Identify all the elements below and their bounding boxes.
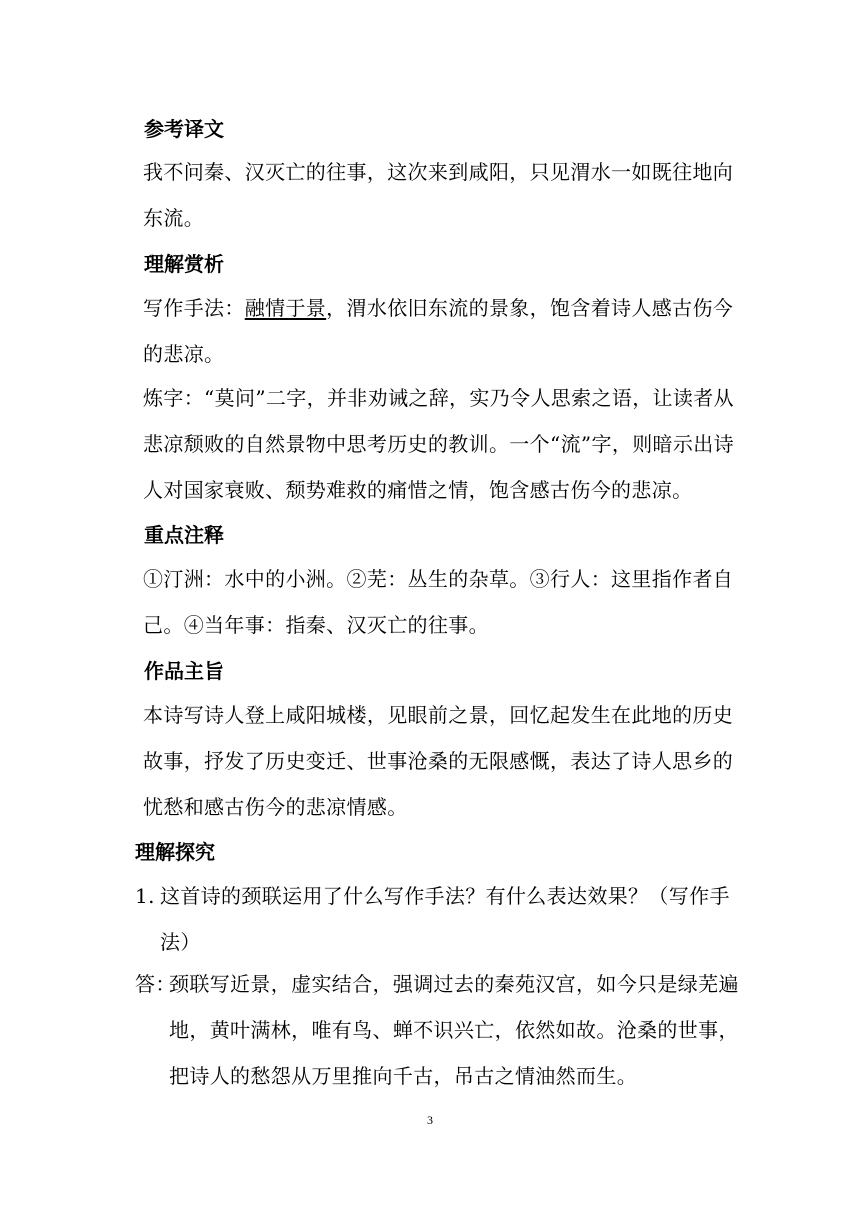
appreciation-heading: 理解赏析 — [144, 252, 224, 276]
appreciation-technique — [143, 285, 743, 377]
theme-heading: 作品主旨 — [144, 659, 224, 683]
question-number: 1. — [135, 884, 155, 908]
exploration-heading: 理解探究 — [135, 840, 215, 864]
answer-text: 颈联写近景，虚实结合，强调过去的秦苑汉宫，如今只是绿芜遍地，黄叶满林，唯有鸟、蝉不识兴亡，依然如故。沧桑的世事，把诗人的愁怨从万里推向千古，吊古之情油然而生。 — [169, 972, 739, 1088]
appreciation-diction: 炼字：“莫问”二字，并非劝诫之辞，实乃令人思索之语，让读者从悲凉颓败的自然景物中思考历史的教训。一个“流”字，则暗示出诗人对国家衰败、颓势难救的痛惜之情，饱含感古伤今的悲凉。 — [143, 386, 734, 502]
technique-rest: ，渭水依旧东流的景象，饱含着诗人感古伤今的悲凉。 — [143, 296, 734, 366]
page-number: 3 — [427, 1113, 433, 1127]
translation-text: 我不问秦、汉灭亡的往事，这次来到咸阳，只见渭水一如既往地向东流。 — [143, 160, 734, 230]
question-item — [135, 873, 745, 965]
theme-text: 本诗写诗人登上咸阳城楼，见眼前之景，回忆起发生在此地的历史故事，抒发了历史变迁、世事沧桑的无限感慨，表达了诗人思乡的忧愁和感古伤今的悲凉情感。 — [143, 703, 734, 819]
translation-heading: 参考译文 — [144, 117, 224, 141]
answer-label: 答： — [135, 972, 176, 996]
answer-item — [135, 961, 745, 1099]
notes-text: ①汀洲：水中的小洲。②芜：丛生的杂草。③行人：这里指作者自己。④当年事：指秦、汉灭亡的往事。 — [143, 567, 734, 637]
notes-heading: 重点注释 — [144, 523, 224, 547]
technique-term: 融情于景 — [244, 296, 327, 320]
question-text: 这首诗的颈联运用了什么写作手法？有什么表达效果？（写作手法） — [160, 884, 730, 954]
technique-prefix: 写作手法： — [143, 296, 245, 320]
